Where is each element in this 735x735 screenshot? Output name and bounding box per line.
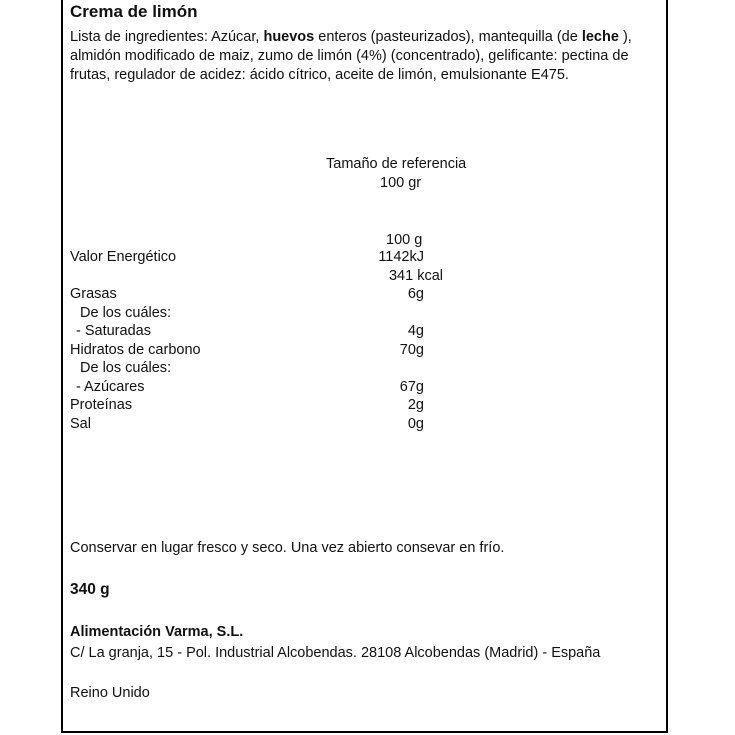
nutrition-row-value: 6g <box>407 286 424 302</box>
nutrition-row-label: - Saturadas <box>76 323 151 339</box>
manufacturer-address: C/ La granja, 15 - Pol. Industrial Alcobendas. 28108 Alcobendas (Madrid) - España <box>70 645 601 661</box>
nutrition-row-label: Hidratos de carbono <box>70 342 201 358</box>
reference-size-label: Tamaño de referencia <box>326 156 467 172</box>
nutrition-row-label: Valor Energético <box>70 249 177 265</box>
manufacturer-name: Alimentación Varma, S.L. <box>70 624 244 640</box>
allergen-milk: leche <box>581 29 619 45</box>
net-weight: 340 g <box>70 581 110 598</box>
nutrition-row-value: 4g <box>407 323 424 339</box>
nutrition-row-label: Grasas <box>70 286 117 302</box>
nutrition-row-label: - Azúcares <box>76 379 145 395</box>
country-of-origin: Reino Unido <box>70 685 150 701</box>
nutrition-row-value: 70g <box>399 342 424 358</box>
nutrition-row-label: Sal <box>70 416 91 432</box>
nutrition-row-value: 67g <box>399 379 424 395</box>
ingredients-text-2: enteros (pasteurizados), mantequilla (de <box>314 29 582 45</box>
nutrition-row-label: Proteínas <box>70 397 133 413</box>
reference-size-value: 100 gr <box>380 175 422 191</box>
nutrition-row-value: 341 kcal <box>388 268 443 284</box>
nutrition-row-label: De los cuáles: <box>80 360 172 376</box>
nutrition-column-header: 100 g <box>386 232 423 248</box>
nutrition-row-value: 0g <box>407 416 424 432</box>
storage-note: Conservar en lugar fresco y seco. Una vez abierto consevar en frío. <box>70 540 505 556</box>
ingredients-list <box>70 28 660 86</box>
nutrition-row-value: 1142kJ <box>378 249 424 265</box>
nutrition-row-value: 2g <box>407 397 424 413</box>
ingredients-text-1: Lista de ingredientes: Azúcar, <box>70 29 264 45</box>
allergen-eggs: huevos <box>263 29 315 45</box>
product-title: Crema de limón <box>70 2 198 21</box>
nutrition-row-label: De los cuáles: <box>80 305 172 321</box>
ingredients-text-3: ), almidón modificado de maiz, zumo de limón (4%) (concentrado), gelificante: pectina de frutas, regulador de acidez: ácido cítrico, aceite de limón, emulsionante E475. <box>70 29 632 84</box>
